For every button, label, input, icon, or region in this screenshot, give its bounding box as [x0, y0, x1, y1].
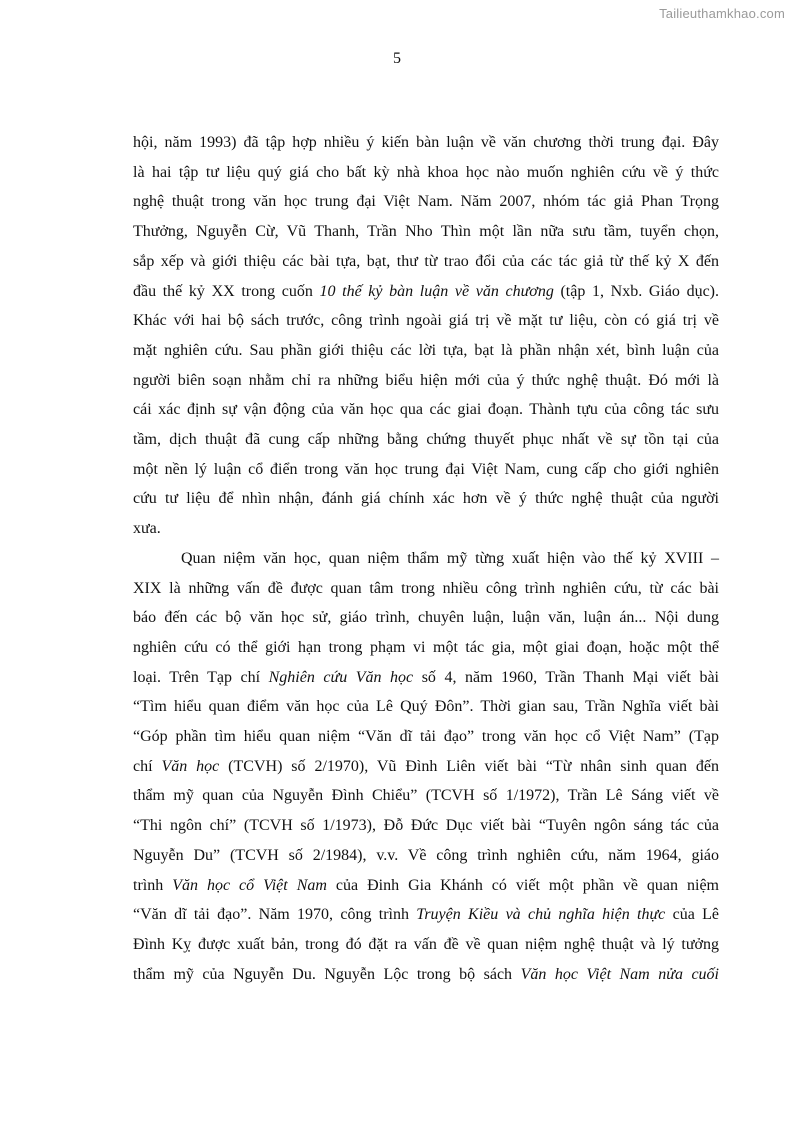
text-line: hội, năm 1993) đã tập hợp nhiều ý kiến bàn luận về văn chương thời trung đại. Đây [133, 134, 719, 151]
text-run: thẩm mỹ của Nguyễn Du. Nguyễn Lộc trong bộ sách [133, 965, 521, 983]
text-line: tầm, dịch thuật đã cung cấp những bằng chứng thuyết phục nhất về sự tồn tại của [133, 431, 719, 449]
text-run: đầu thế kỷ XX trong cuốn [133, 282, 320, 300]
text-run: (TCVH) số 2/1970), Vũ Đình Liên viết bài “Từ nhân sinh quan đến [219, 757, 720, 775]
text-line: Quan niệm văn học, quan niệm thẩm mỹ từng xuất hiện vào thế kỷ XVIII – [181, 549, 719, 567]
text-line: người biên soạn nhằm chỉ ra những biểu hiện mới của ý thức nghệ thuật. Đó mới là [133, 371, 719, 389]
text-line: nghiên cứu có thể giới hạn trong phạm vi một tác gia, một giai đoạn, hoặc một thể [133, 638, 719, 656]
watermark-text: Tailieuthamkhao.com [659, 6, 785, 21]
text-line [133, 277, 719, 307]
text-line [133, 752, 719, 782]
text-line: xưa. [133, 520, 161, 538]
text-line [133, 663, 719, 693]
text-line: là hai tập tư liệu quý giá cho bất kỳ nhà khoa học nào muốn nghiên cứu về ý thức [133, 163, 719, 181]
text-line: cái xác định sự vận động của văn học qua các giai đoạn. Thành tựu của công tác sưu [133, 401, 719, 419]
text-run: trình [133, 876, 173, 894]
book-title-italic: 10 thế kỷ bàn luận về văn chương [319, 282, 554, 300]
text-run: của Lê [665, 906, 719, 924]
book-title-italic: Văn học cổ Việt Nam [172, 876, 327, 894]
text-line: XIX là những vấn đề được quan tâm trong nhiều công trình nghiên cứu, từ các bài [133, 579, 719, 597]
book-title-italic: Truyện Kiều và chủ nghĩa hiện thực [416, 906, 666, 924]
text-line: Thưởng, Nguyễn Cừ, Vũ Thanh, Trần Nho Thìn một lần nữa sưu tầm, tuyển chọn, [133, 223, 719, 241]
paragraph-1 [133, 128, 719, 544]
journal-title-italic: Nghiên cứu Văn học [268, 668, 414, 686]
text-run: “Văn dĩ tải đạo”. Năm 1970, công trình [133, 906, 417, 924]
text-line: nghệ thuật trong văn học trung đại Việt Nam. Năm 2007, nhóm tác giả Phan Trọng [133, 193, 719, 211]
text-run: số 4, năm 1960, Trần Thanh Mại viết bài [413, 668, 719, 686]
text-line [133, 900, 719, 930]
text-line: Khác với hai bộ sách trước, công trình ngoài giá trị về mặt tư liệu, còn có giá trị về [133, 312, 719, 330]
text-line: “Góp phần tìm hiểu quan niệm “Văn dĩ tải đạo” trong văn học cổ Việt Nam” (Tạp [133, 728, 719, 746]
text-line: Nguyễn Du” (TCVH số 2/1984), v.v. Về công trình nghiên cứu, năm 1964, giáo [133, 846, 719, 864]
text-line [133, 871, 719, 901]
document-body [133, 128, 719, 989]
paragraph-2 [133, 544, 719, 990]
text-run: chí [133, 757, 162, 775]
text-run: (tập 1, Nxb. Giáo dục). [553, 282, 720, 300]
text-line: một nền lý luận cổ điển trong văn học trung đại Việt Nam, cung cấp cho giới nghiên [133, 460, 719, 478]
text-line: “Thi ngôn chí” (TCVH số 1/1973), Đỗ Đức Dục viết bài “Tuyên ngôn sáng tác của [133, 817, 719, 835]
text-line: cứu tư liệu để nhìn nhận, đánh giá chính xác hơn về ý thức nghệ thuật của người [133, 490, 719, 508]
text-line: “Tìm hiểu quan điểm văn học của Lê Quý Đôn”. Thời gian sau, Trần Nghĩa viết bài [133, 698, 719, 716]
page-number: 5 [393, 50, 401, 67]
book-title-italic: Văn học Việt Nam nửa cuối [520, 965, 720, 983]
journal-title-italic: Văn học [161, 757, 220, 775]
text-run: của Đinh Gia Khánh có viết một phần về quan niệm [326, 876, 719, 894]
text-line: Đình Kỵ được xuất bản, trong đó đặt ra vấn đề về quan niệm nghệ thuật và lý tưởng [133, 935, 719, 953]
text-line: sắp xếp và giới thiệu các bài tựa, bạt, thư từ trao đổi của các tác giả từ thế kỷ X đến [133, 252, 719, 270]
text-line [133, 960, 719, 990]
text-line: báo đến các bộ văn học sử, giáo trình, chuyên luận, luận văn, luận án... Nội dung [133, 609, 719, 627]
text-run: loại. Trên Tạp chí [133, 668, 269, 686]
text-line: mặt nghiên cứu. Sau phần giới thiệu các lời tựa, bạt là phần nhận xét, bình luận của [133, 341, 719, 359]
text-line: thẩm mỹ quan của Nguyễn Đình Chiểu” (TCVH số 1/1972), Trần Lê Sáng viết về [133, 787, 719, 805]
